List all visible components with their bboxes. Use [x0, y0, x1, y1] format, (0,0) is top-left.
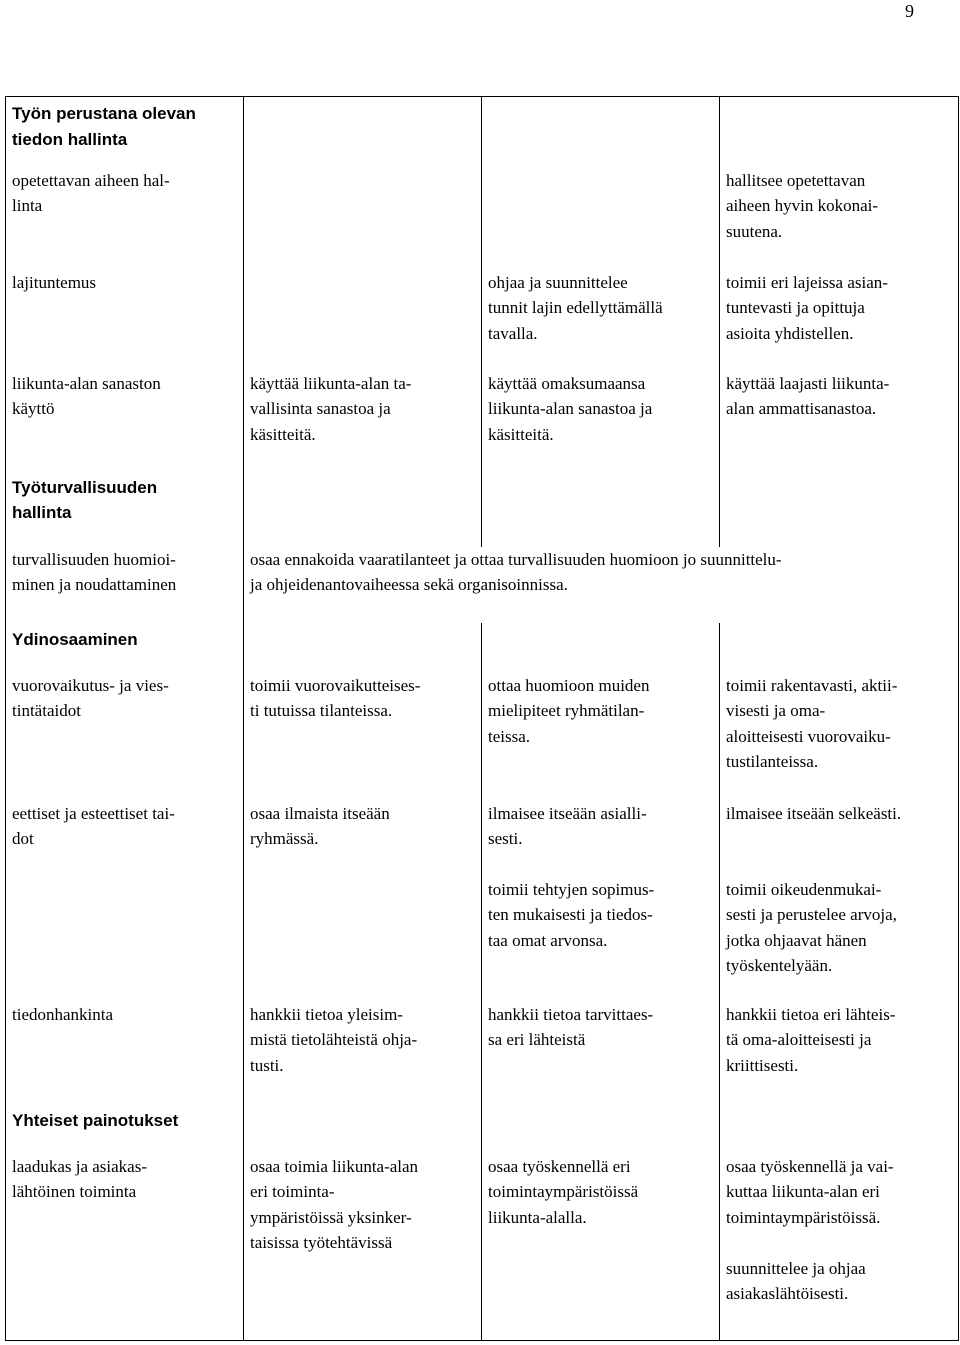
cell-level-2: ottaa huomioon muiden mielipiteet ryhmätilan- teissa. [482, 673, 720, 801]
empty-cell [720, 1104, 959, 1154]
cell-level-1: osaa toimia liikunta-alan eri toiminta- ympäristöissä yksinker- taisissa työtehtävissä [244, 1154, 482, 1341]
page-number: 9 [905, 1, 914, 21]
empty-cell [244, 623, 482, 673]
section-title: Työn perustana olevan tiedon hallinta [6, 97, 244, 168]
cell-level-1 [244, 877, 482, 1002]
criteria-table [5, 96, 959, 1341]
empty-cell [244, 1104, 482, 1154]
cell-all-levels: osaa ennakoida vaaratilanteet ja ottaa turvallisuuden huomioon jo suunnittelu- ja ohjeidenantovaiheessa sekä organisoinnissa. [244, 547, 959, 623]
cell-level-1: toimii vuorovaikutteises- ti tutuissa tilanteissa. [244, 673, 482, 801]
empty-cell [720, 471, 959, 547]
section-title: Työturvallisuuden hallinta [6, 471, 244, 547]
cell-level-2: osaa työskennellä eri toimintaympäristöissä liikunta-alalla. [482, 1154, 720, 1341]
cell-level-2 [482, 168, 720, 270]
empty-cell [720, 97, 959, 168]
section-title: Ydinosaaminen [6, 623, 244, 673]
cell-level-3: toimii eri lajeissa asian- tuntevasti ja opittuja asioita yhdistellen. [720, 270, 959, 371]
empty-cell [482, 471, 720, 547]
cell-level-2: toimii tehtyjen sopimus- ten mukaisesti ja tiedos- taa omat arvonsa. [482, 877, 720, 1002]
cell-level-1: osaa ilmaista itseään ryhmässä. [244, 801, 482, 877]
row-label [6, 877, 244, 1002]
empty-cell [482, 97, 720, 168]
section-title: Yhteiset painotukset [6, 1104, 244, 1154]
cell-level-1: käyttää liikunta-alan ta- vallisinta sanastoa ja käsitteitä. [244, 371, 482, 471]
empty-cell [482, 623, 720, 673]
cell-level-2: hankkii tietoa tarvittaes- sa eri lähteistä [482, 1002, 720, 1104]
row-label: eettiset ja esteettiset tai- dot [6, 801, 244, 877]
cell-level-2: ohjaa ja suunnittelee tunnit lajin edellyttämällä tavalla. [482, 270, 720, 371]
cell-level-3: ilmaisee itseään selkeästi. [720, 801, 959, 877]
row-label: vuorovaikutus- ja vies- tintätaidot [6, 673, 244, 801]
cell-level-1: hankkii tietoa yleisim- mistä tietolähteistä ohja- tusti. [244, 1002, 482, 1104]
cell-level-2: käyttää omaksumaansa liikunta-alan sanastoa ja käsitteitä. [482, 371, 720, 471]
cell-level-3: osaa työskennellä ja vai- kuttaa liikunta-alan eri toimintaympäristöissä. suunnittelee ja ohjaa asiakaslähtöisesti. [720, 1154, 959, 1341]
cell-level-1 [244, 168, 482, 270]
cell-level-3: käyttää laajasti liikunta- alan ammattisanastoa. [720, 371, 959, 471]
cell-level-2: ilmaisee itseään asialli- sesti. [482, 801, 720, 877]
row-label: lajituntemus [6, 270, 244, 371]
row-label: laadukas ja asiakas- lähtöinen toiminta [6, 1154, 244, 1341]
row-label: tiedonhankinta [6, 1002, 244, 1104]
row-label: opetettavan aiheen hal- linta [6, 168, 244, 270]
empty-cell [244, 471, 482, 547]
cell-level-3: toimii oikeudenmukai- sesti ja perustelee arvoja, jotka ohjaavat hänen työskentelyään. [720, 877, 959, 1002]
empty-cell [244, 97, 482, 168]
empty-cell [482, 1104, 720, 1154]
row-label: liikunta-alan sanaston käyttö [6, 371, 244, 471]
cell-level-3: hankkii tietoa eri lähteis- tä oma-aloitteisesti ja kriittisesti. [720, 1002, 959, 1104]
cell-level-3: hallitsee opetettavan aiheen hyvin kokonai- suutena. [720, 168, 959, 270]
cell-level-3: toimii rakentavasti, aktii- visesti ja oma- aloitteisesti vuorovaiku- tustilanteissa. [720, 673, 959, 801]
empty-cell [720, 623, 959, 673]
cell-level-1 [244, 270, 482, 371]
row-label: turvallisuuden huomioi- minen ja noudattaminen [6, 547, 244, 623]
